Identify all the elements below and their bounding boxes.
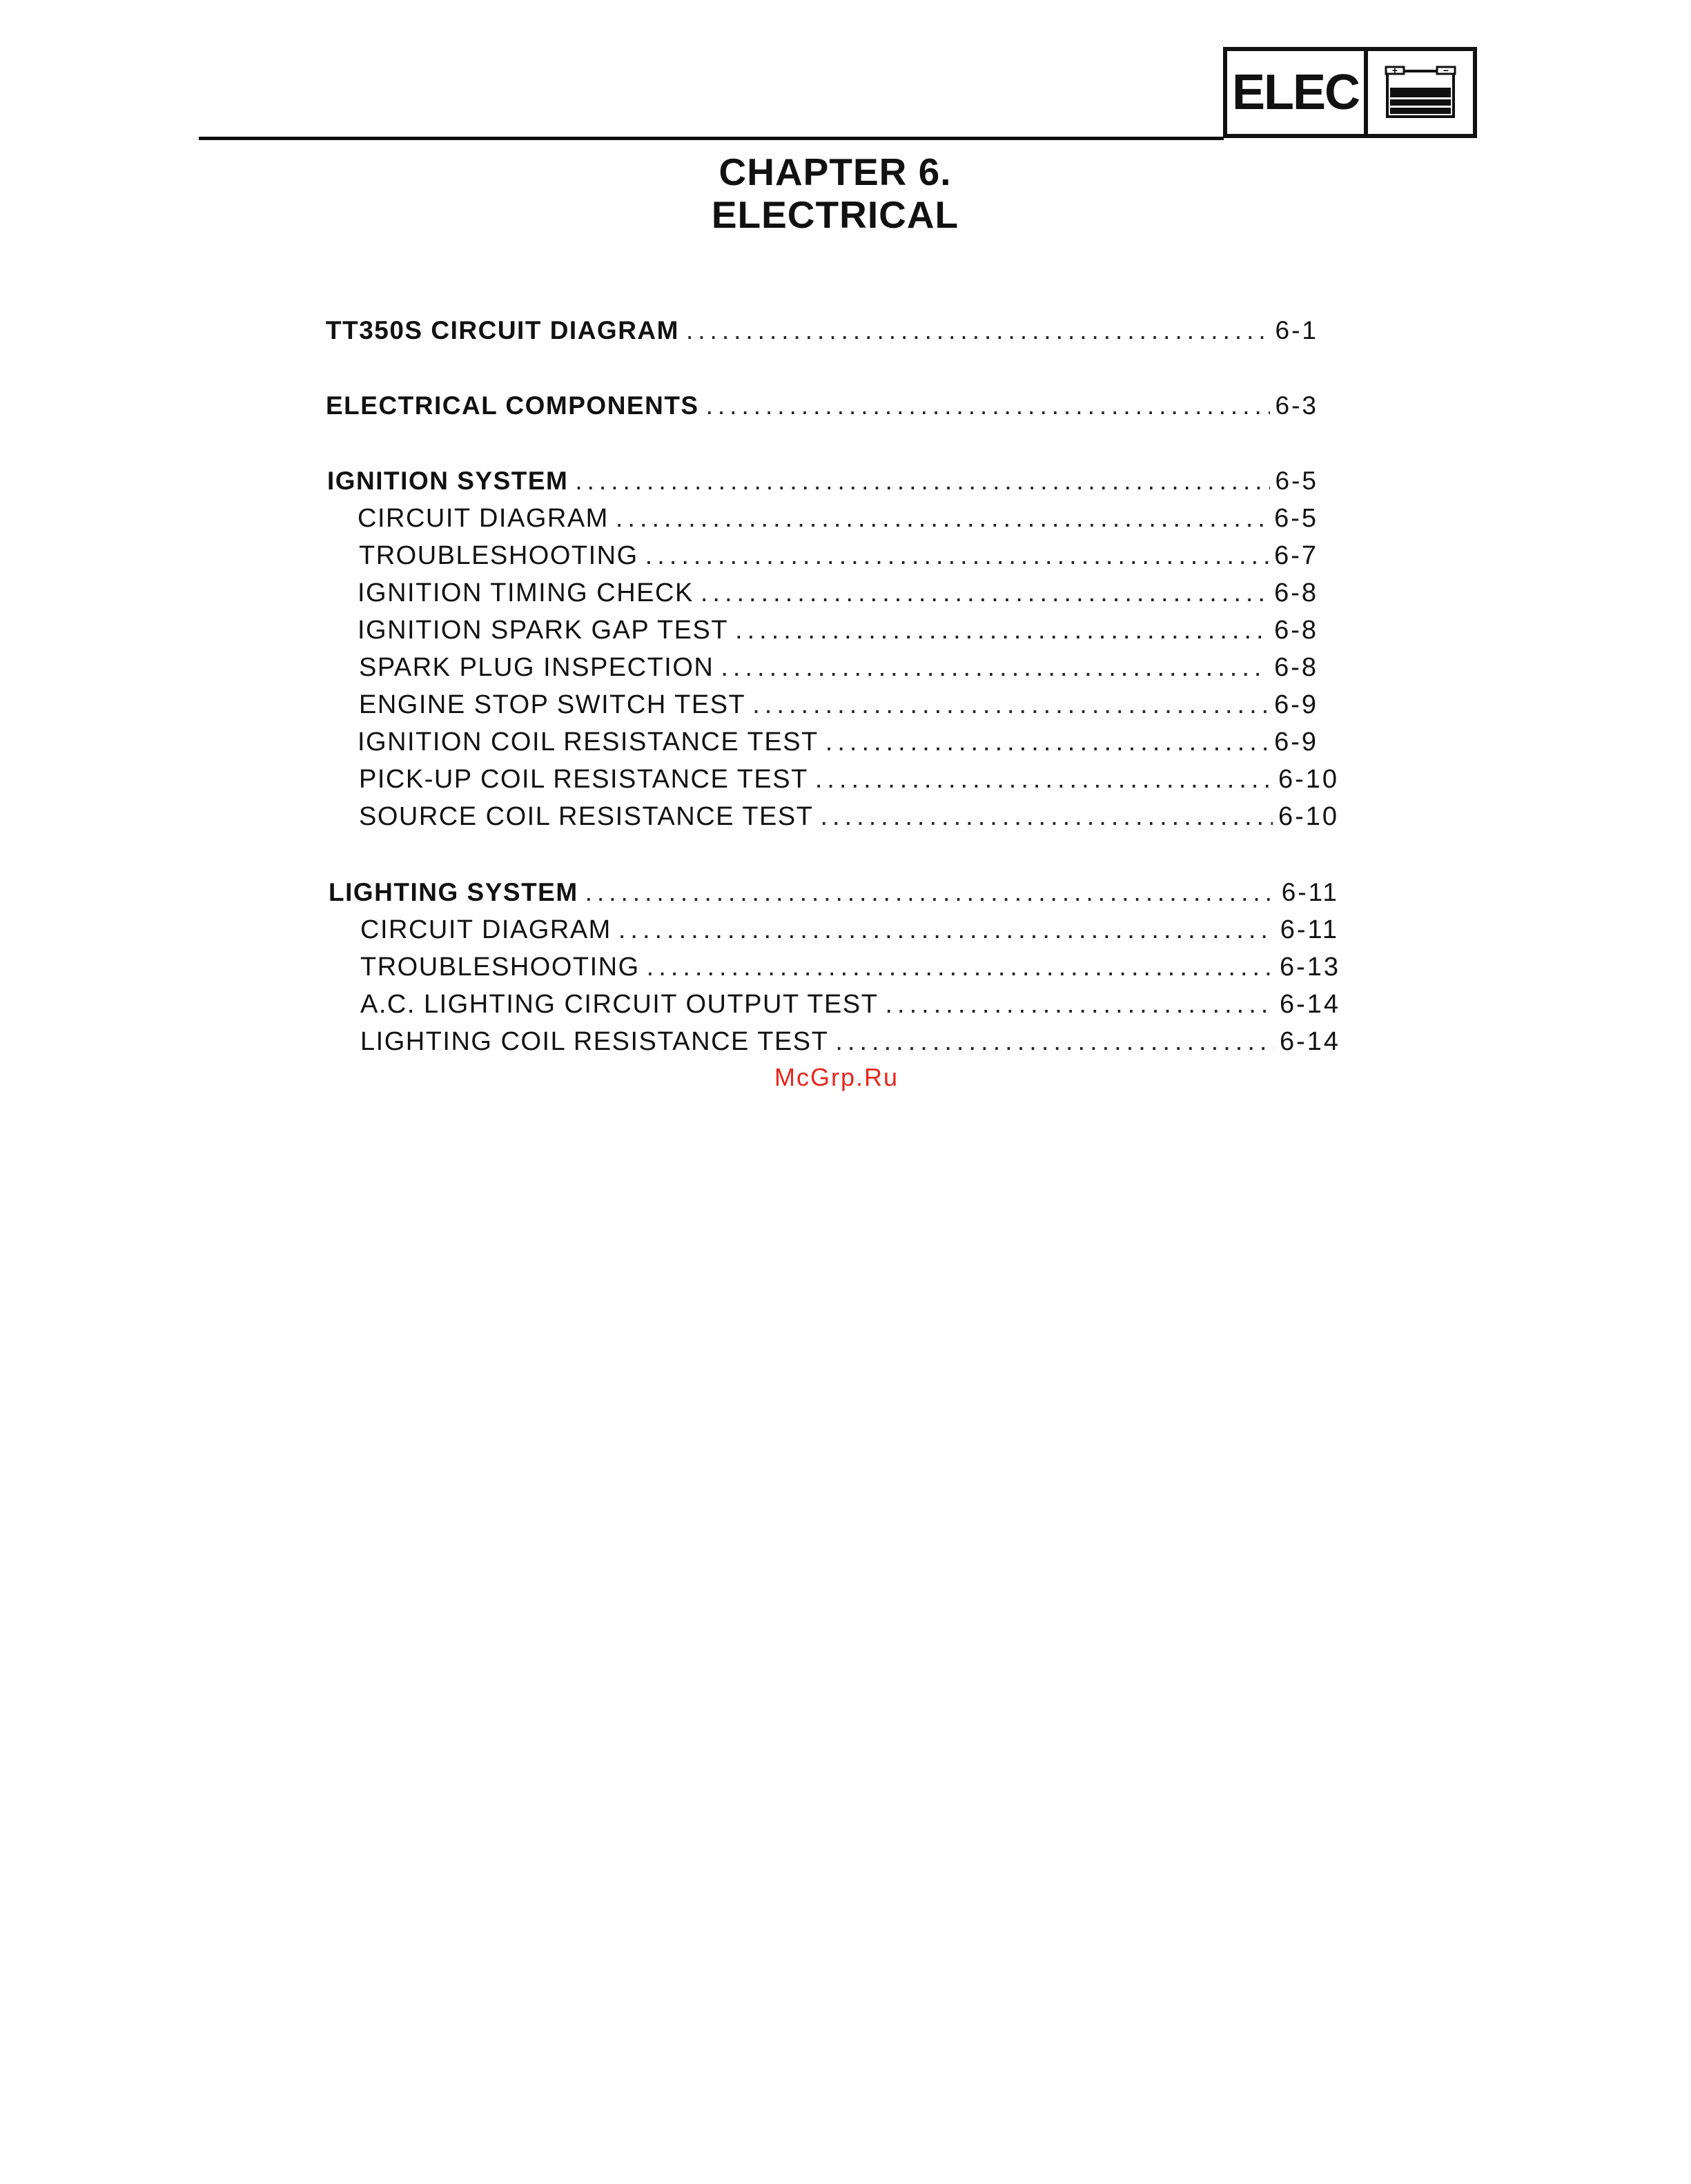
toc-subentry[interactable] — [359, 653, 1318, 683]
toc-leader-dots — [618, 915, 1275, 945]
section-tab — [1223, 47, 1477, 138]
toc-leader-dots — [820, 802, 1272, 832]
toc-entry-page: 6-8 — [1274, 653, 1318, 682]
toc-leader-dots — [815, 765, 1273, 794]
toc-leader-dots — [752, 690, 1269, 720]
toc-entry-page: 6-14 — [1279, 990, 1340, 1019]
toc-entry[interactable] — [329, 878, 1339, 907]
toc-leader-dots — [735, 616, 1269, 645]
toc-entry-page: 6-9 — [1274, 690, 1318, 719]
toc-entry-page: 6-11 — [1281, 878, 1339, 906]
toc-leader-dots — [686, 316, 1270, 345]
toc-entry-title: ENGINE STOP SWITCH TEST — [359, 690, 746, 719]
toc-entry-title: LIGHTING COIL RESISTANCE TEST — [360, 1027, 829, 1056]
toc-entry-title: SPARK PLUG INSPECTION — [359, 653, 714, 682]
toc-entry-title: TT350S CIRCUIT DIAGRAM — [326, 316, 679, 344]
toc-entry-page: 6-13 — [1279, 953, 1340, 982]
toc-subentry[interactable] — [358, 504, 1318, 534]
toc-subentry[interactable] — [358, 616, 1318, 645]
toc-entry-title: ELECTRICAL COMPONENTS — [326, 391, 699, 420]
battery-cell — [1368, 51, 1473, 134]
toc-subentry[interactable] — [358, 728, 1318, 757]
toc-entry[interactable] — [326, 316, 1318, 345]
toc-leader-dots — [575, 467, 1269, 496]
toc-entry-title: SOURCE COIL RESISTANCE TEST — [359, 802, 814, 831]
toc-subentry[interactable] — [360, 990, 1340, 1020]
battery-plus-sign: + — [1391, 66, 1398, 76]
battery-minus-sign: − — [1443, 66, 1449, 76]
toc-entry-page: 6-8 — [1274, 578, 1318, 607]
toc-entry-page: 6-5 — [1274, 504, 1318, 533]
toc-entry-title: TROUBLESHOOTING — [360, 953, 640, 982]
toc-subentry[interactable] — [360, 915, 1339, 945]
toc-subentry[interactable] — [359, 690, 1318, 720]
toc-entry-title: IGNITION TIMING CHECK — [358, 578, 694, 607]
toc-entry-page: 6-11 — [1280, 915, 1339, 944]
toc-leader-dots — [885, 990, 1273, 1020]
battery-icon — [1383, 66, 1458, 119]
toc-entry-page: 6-7 — [1274, 541, 1318, 570]
toc-entry-page: 6-9 — [1274, 728, 1318, 757]
toc-entry-title: CIRCUIT DIAGRAM — [358, 504, 609, 533]
toc-entry-page: 6-1 — [1275, 316, 1318, 344]
toc-entry-title: IGNITION SPARK GAP TEST — [358, 616, 729, 645]
toc-leader-dots — [825, 728, 1269, 757]
toc-entry-page: 6-5 — [1275, 467, 1318, 495]
section-tag: ELEC — [1227, 51, 1368, 134]
toc-subentry[interactable] — [358, 578, 1318, 608]
toc-entry-title: IGNITION SYSTEM — [327, 467, 569, 495]
toc-entry[interactable] — [327, 467, 1318, 496]
toc-leader-dots — [721, 653, 1269, 683]
toc-entry-title: LIGHTING SYSTEM — [329, 878, 578, 906]
toc-leader-dots — [616, 504, 1269, 534]
toc-entry-page: 6-10 — [1278, 802, 1339, 831]
toc-entry-title: CIRCUIT DIAGRAM — [360, 915, 612, 944]
toc-subentry[interactable] — [359, 765, 1339, 794]
toc-subentry[interactable] — [360, 953, 1340, 982]
toc-leader-dots — [585, 878, 1276, 907]
toc-leader-dots — [645, 541, 1269, 571]
toc-subentry[interactable] — [359, 541, 1318, 571]
toc-entry-title: IGNITION COIL RESISTANCE TEST — [358, 728, 819, 757]
toc-entry-page: 6-14 — [1279, 1027, 1340, 1056]
header-rule — [199, 137, 1224, 140]
toc-entry[interactable] — [326, 391, 1318, 420]
chapter-title: ELECTRICAL — [711, 193, 959, 236]
toc-entry-page: 6-3 — [1275, 391, 1318, 420]
toc-leader-dots — [647, 953, 1274, 982]
toc-leader-dots — [835, 1027, 1274, 1057]
toc-subentry[interactable] — [359, 802, 1339, 832]
toc-entry-title: A.C. LIGHTING CIRCUIT OUTPUT TEST — [360, 990, 879, 1019]
toc-subentry[interactable] — [360, 1027, 1340, 1057]
watermark: McGrp.Ru — [774, 1063, 899, 1091]
toc-entry-title: PICK-UP COIL RESISTANCE TEST — [359, 765, 808, 794]
toc-entry-title: TROUBLESHOOTING — [359, 541, 638, 570]
toc-entry-page: 6-10 — [1278, 765, 1339, 794]
toc-leader-dots — [701, 578, 1269, 608]
chapter-number: CHAPTER 6. — [719, 150, 952, 193]
toc-leader-dots — [706, 391, 1270, 420]
toc-entry-page: 6-8 — [1274, 616, 1318, 645]
